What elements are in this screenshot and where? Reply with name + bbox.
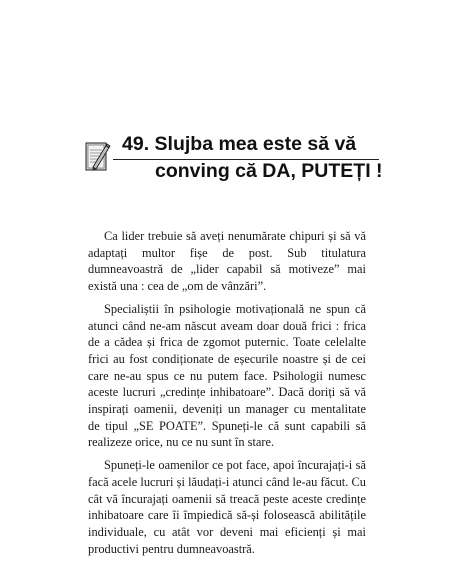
chapter-title-line-1: 49. Slujba mea este să vă [122, 133, 357, 155]
body-text [88, 228, 366, 563]
paragraph-1: Ca lider trebuie să aveți nenumărate chipuri și să vă adaptați multor fișe de post. Sub titulatura dumneavoastră de „lider capabil să motiveze” mai există una : cea de „om de vânzări”. [88, 229, 366, 294]
paragraph-3: Spuneți-le oamenilor ce pot face, apoi încurajați-i să facă acele lucruri și lăudați-i atunci când le-au făcut. Cu cât vă încurajați oamenii să treacă peste aceste credințe inhibatoare care îi împiedică să-și folosească abilitățile individuale, cu atât vor deveni mai eficienți și mai productivi pentru dumneavoastră. [88, 458, 366, 556]
chapter-title-line-2: conving că DA, PUTEȚI ! [155, 160, 383, 182]
pencil-paper-icon [85, 140, 111, 174]
title-underline [113, 159, 379, 160]
chapter-title [122, 131, 422, 185]
paragraph-2: Specialiștii în psihologie motivațională ne spun că atunci când ne-am născut aveam doar două frici : frica de a cădea și frica de zgomot puternic. Toate celelalte frici au fost condiționate de eșecurile noastre și de cei care ne-au spus ce nu putem face. Psihologii numesc aceste lucruri „credințe inhibatoare”. Dacă doriți să vă inspirați oamenii, deveniți un manager cu mentalitate de tipul „SE POATE”. Spuneți-le că sunt capabili să realizeze orice, nu ce nu sunt în stare. [88, 301, 366, 450]
